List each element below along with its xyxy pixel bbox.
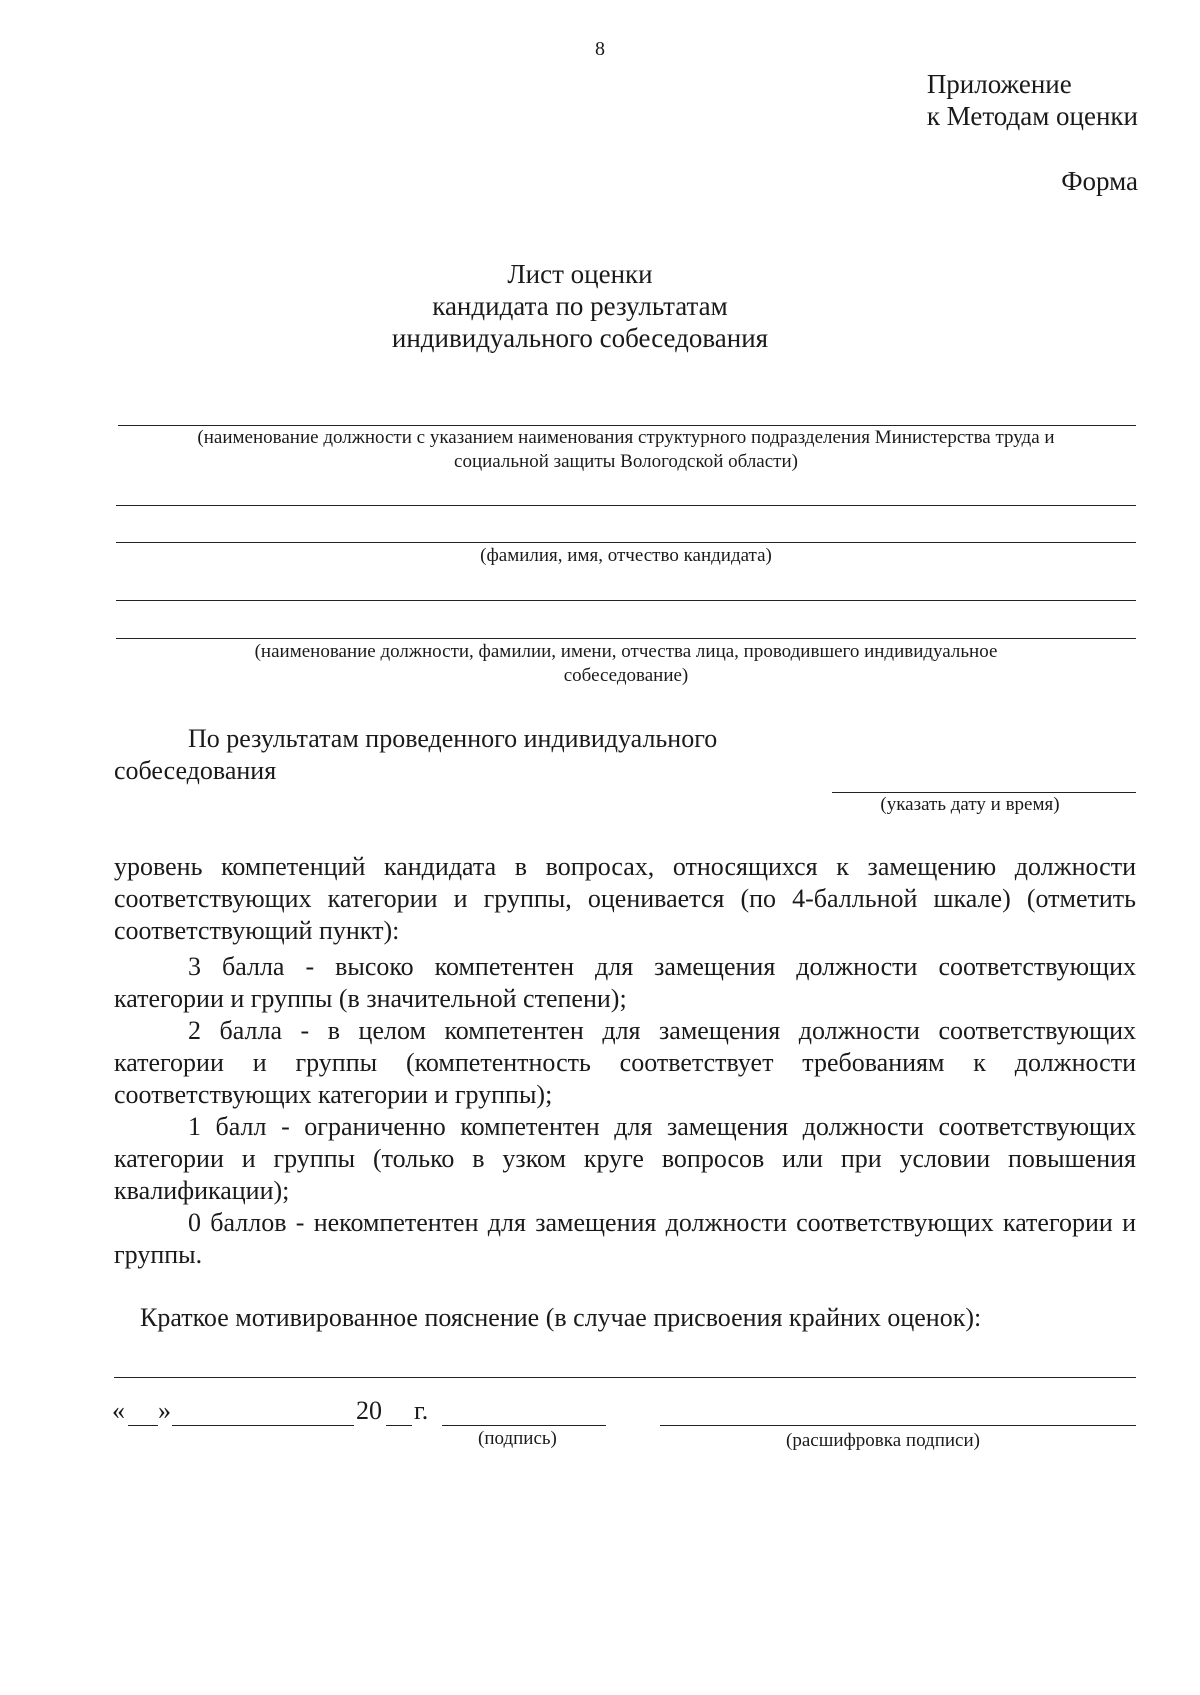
title-line3: индивидуального собеседования	[391, 323, 769, 353]
position-caption-line1: (наименование должности с указанием наименования структурного подразделения Министерства труда и	[197, 427, 1055, 448]
explanation-label: Краткое мотивированное пояснение (в случае присвоения крайних оценок):	[140, 1303, 982, 1332]
year-suffix: г.	[414, 1396, 429, 1425]
appendix-label	[927, 68, 1138, 132]
interviewer-field-line-1[interactable]	[116, 600, 1136, 601]
year-prefix: 20	[356, 1396, 382, 1425]
appendix-line2: к Методам оценки	[926, 101, 1138, 131]
month-field-line[interactable]	[172, 1425, 354, 1426]
title-line2: кандидата по результатам	[432, 291, 728, 321]
document-title	[0, 258, 1160, 354]
page-number: 8	[595, 38, 605, 60]
signature-caption: (подпись)	[478, 1428, 557, 1449]
assessment-lead: уровень компетенций кандидата в вопросах, относящихся к замещению должности соответствующих категории и группы, оценивается (по 4-балльной шкале) (отметить соответствующий пункт):	[114, 852, 1136, 945]
candidate-field-line-2[interactable]	[116, 542, 1136, 543]
form-label: Форма	[1061, 166, 1138, 196]
signature-field-line[interactable]	[442, 1425, 606, 1426]
candidate-caption: (фамилия, имя, отчество кандидата)	[480, 545, 772, 566]
appendix-line1: Приложение	[926, 69, 1072, 99]
score-2-option[interactable]: 2 балла - в целом компетентен для замещения должности соответствующих категории и группы (компетентность соответствует требованиям к должности соответствующих категории и группы);	[114, 1016, 1136, 1109]
day-field-line[interactable]	[128, 1425, 158, 1426]
decoding-caption: (расшифровка подписи)	[786, 1430, 980, 1451]
position-caption-line2: социальной защиты Вологодской области)	[454, 451, 798, 472]
year-field-line[interactable]	[386, 1425, 412, 1426]
score-1-option[interactable]: 1 балл - ограниченно компетентен для замещения должности соответствующих категории и группы (только в узком круге вопросов или при условии повышения квалификации);	[114, 1112, 1136, 1205]
intro-line2: собеседования	[114, 756, 277, 785]
interviewer-field-line-2[interactable]	[116, 638, 1136, 639]
date-quote-close: »	[158, 1396, 171, 1425]
intro-line1: По результатам проведенного индивидуального	[188, 724, 718, 753]
explanation-field-line[interactable]	[114, 1377, 1136, 1378]
score-3-option[interactable]: 3 балла - высоко компетентен для замещения должности соответствующих категории и группы (в значительной степени);	[114, 952, 1136, 1013]
interviewer-caption	[116, 640, 1136, 688]
candidate-field-line-1[interactable]	[116, 505, 1136, 506]
score-0-option[interactable]: 0 баллов - некомпетентен для замещения должности соответствующих категории и группы.	[114, 1208, 1136, 1269]
date-caption: (указать дату и время)	[880, 794, 1060, 815]
position-field-caption	[116, 426, 1136, 474]
date-quote-open: «	[112, 1396, 125, 1425]
interviewer-caption-line2: собеседование)	[563, 665, 689, 686]
signature-decoding-line[interactable]	[660, 1425, 1136, 1426]
title-line1: Лист оценки	[507, 259, 653, 289]
interviewer-caption-line1: (наименование должности, фамилии, имени, отчества лица, проводившего индивидуальное	[254, 641, 998, 662]
